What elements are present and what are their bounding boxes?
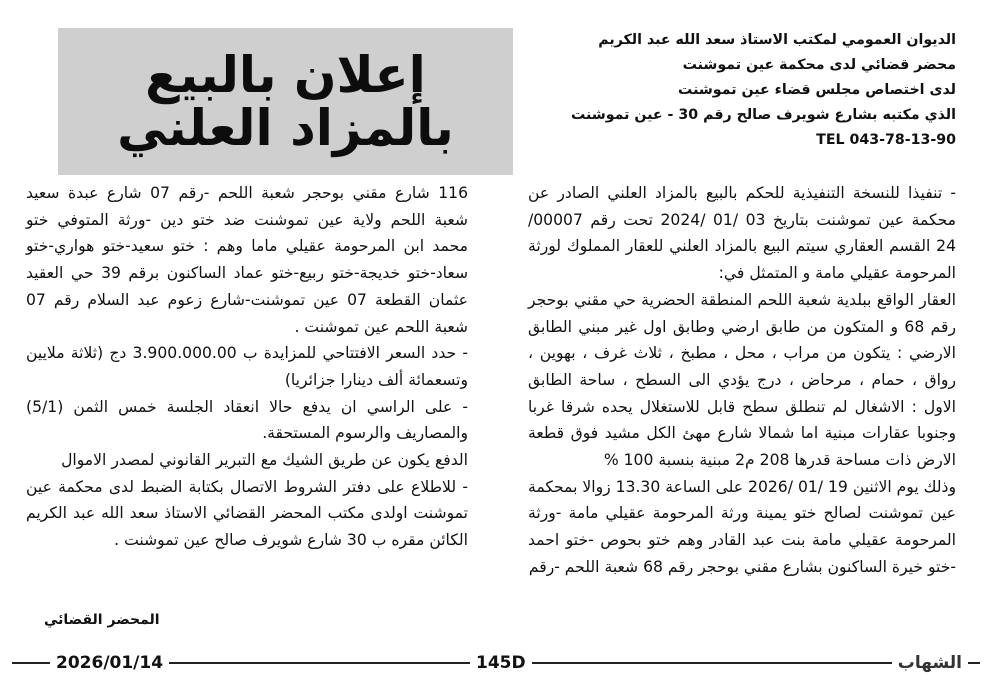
sale-announcement-banner bbox=[58, 28, 513, 175]
payment-paragraph: الدفع يكون عن طريق الشيك مع التبرير القانوني لمصدر الاموال bbox=[61, 451, 468, 470]
newspaper-logo: الشهاب bbox=[892, 652, 968, 674]
banner-title-line1: إعلان بالبيع bbox=[145, 46, 426, 104]
bailiff-office-header bbox=[541, 28, 956, 153]
deposit-paragraph: - على الراسي ان يدفع حالا انعقاد الجلسة خمس الثمن (5/1) والمصاريف والرسوم المستحقة. bbox=[26, 397, 468, 443]
header-address: الذي مكتبه بشارع شويرف صالح رقم 30 - عين تموشنت bbox=[570, 107, 956, 123]
page-number: 145D bbox=[470, 652, 532, 674]
property-description: العقار الواقع ببلدية شعبة اللحم المنطقة الحضرية حي مقني بوحجر رقم 68 و المتكون من طابق ارضي وطابق اول غير مبني الطابق الارضي : يتكون من مراب ، محل ، مطبخ ، ثلاث غرف ، بهوين ، رواق ، حمام ، مرحاض ، درج يؤدي الى السطح ، ساحة الطابق الاول : الاشغال لم تنطلق سطح قابل للاستغلال يحده شرقا غربا وجنوبا عقارات مبنية اما شمالا شارع مهئ الكل مشيد فوق قطعة الارض ذات مساحة قدرها 208 م2 مبنية بنسبة 100 % bbox=[528, 290, 956, 470]
announcement-column-left bbox=[26, 180, 468, 630]
opening-price-paragraph: - حدد السعر الافتتاحي للمزايدة ب 3.900.000.00 دج (ثلاثة ملايين وتسعمائة ألف دينارا جزائريا) bbox=[26, 344, 468, 389]
auction-date-paragraph: وذلك يوم الاثنين 19 /01 /2026 على الساعة 13.30 زوالا بمحكمة عين تموشنت لصالح ختو يمينة ورثة المرحومة عقيلي مامة -ورثة المرحومة عقيلي مامة بنت عبد القادر وهم ختو بحوص -ختو احمد -ختو خيرة الساكنون بشارع مقني بوحجر رقم 68 شعبة اللحم -رقم bbox=[528, 477, 957, 576]
header-jurisdiction: لدى اختصاص مجلس قضاء عين تموشنت bbox=[678, 82, 956, 98]
bailiff-signature: المحضر القضائي bbox=[44, 612, 160, 628]
header-telephone: TEL 043-78-13-90 bbox=[816, 132, 956, 148]
publication-date: 2026/01/14 bbox=[50, 652, 169, 674]
execution-paragraph: - تنفيذا للنسخة التنفيذية للحكم بالبيع بالمزاد العلني الصادر عن محكمة عين تموشنت بتاريخ 03 /01 /2024 تحت رقم 00007/ 24 القسم العقاري سيتم البيع بالمزاد العلني للعقار المملوك لورثة المرحومة عقيلي مامة و المتمثل في: bbox=[528, 184, 957, 283]
banner-title-line2: بالمزاد العلني bbox=[117, 98, 454, 157]
header-court: محضر قضائي لدى محكمة عين تموشنت bbox=[682, 57, 956, 73]
terms-paragraph: - للاطلاع على دفتر الشروط الاتصال بكتابة الضبط لدى محكمة عين تموشنت اولدى مكتب المحضر القضائي الاستاذ سعد الله عبد الكريم الكائن مقره ب 30 شارع شويرف صالح عين تموشنت . bbox=[26, 477, 468, 550]
header-office-name: الديوان العمومي لمكتب الاستاذ سعد الله عبد الكريم bbox=[598, 32, 956, 48]
parties-paragraph: 116 شارع مقني بوحجر شعبة اللحم -رقم 07 شارع عبدة سعيد شعبة اللحم ولاية عين تموشنت ضد ختو دين -ورثة المتوفي ختو محمد ابن المرحومة عقيلي ماما وهم : ختو سعيد-ختو هواري-ختو سعاد-ختو خديجة-ختو ربيع-ختو عماد الساكنون برقم 39 حي العقيد عثمان القطعة 07 عين تموشنت-شارع زعوم عبد السلام رقم 07 شعبة اللحم عين تموشنت . bbox=[26, 184, 469, 336]
announcement-column-right bbox=[528, 180, 956, 640]
